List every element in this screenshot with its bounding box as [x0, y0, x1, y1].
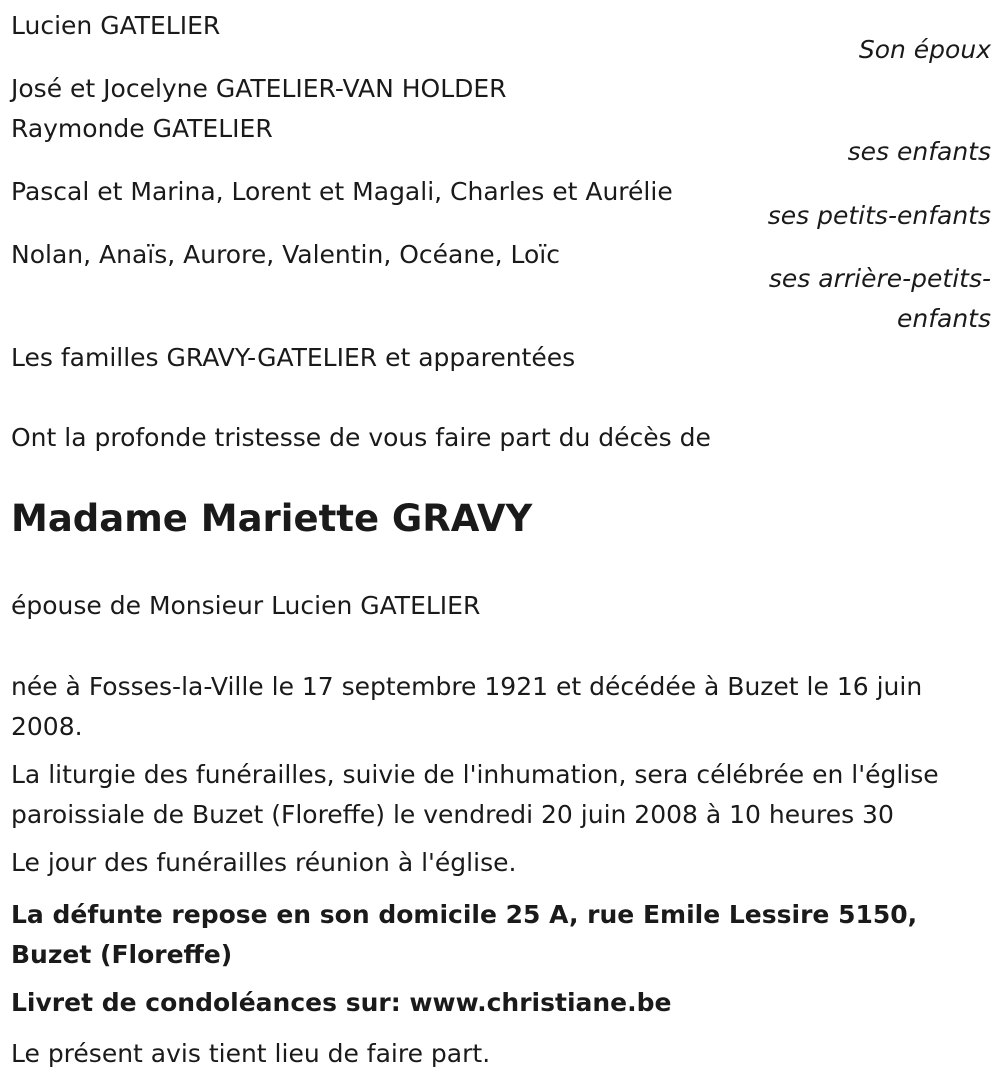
deceased-name: Madame Mariette GRAVY	[11, 497, 533, 540]
grandchildren-names: Pascal et Marina, Lorent et Magali, Charles et Aurélie	[11, 177, 673, 206]
meeting-line: Le jour des funérailles réunion à l'église.	[11, 848, 517, 877]
spouse-name: Lucien GATELIER	[11, 11, 221, 40]
great-grandchildren-names: Nolan, Anaïs, Aurore, Valentin, Océane, Loïc	[11, 240, 560, 269]
spouse-role: Son époux	[858, 35, 991, 64]
child-1-name: José et Jocelyne GATELIER-VAN HOLDER	[11, 74, 507, 103]
birth-death-line: née à Fosses-la-Ville le 17 septembre 1921 et décédée à Buzet le 16 juin 2008.	[11, 672, 923, 741]
notice-line: Le présent avis tient lieu de faire part.	[11, 1039, 491, 1068]
grandchildren-role: ses petits-enfants	[767, 201, 991, 230]
rest-line: La défunte repose en son domicile 25 A, rue Emile Lessire 5150, Buzet (Floreffe)	[11, 900, 918, 969]
condolences-line: Livret de condoléances sur: www.christiane.be	[11, 988, 672, 1017]
announcement-intro: Ont la profonde tristesse de vous faire part du décès de	[11, 423, 711, 452]
liturgy-line: La liturgie des funérailles, suivie de l'inhumation, sera célébrée en l'église paroissiale de Buzet (Floreffe) le vendredi 20 juin 2008 à 10 heures 30	[11, 760, 939, 829]
child-2-name: Raymonde GATELIER	[11, 114, 273, 143]
great-grandchildren-role: ses arrière-petits-enfants	[768, 264, 991, 333]
spouse-line: épouse de Monsieur Lucien GATELIER	[11, 591, 481, 620]
children-role: ses enfants	[847, 137, 991, 166]
families-line: Les familles GRAVY-GATELIER et apparentées	[11, 343, 576, 372]
